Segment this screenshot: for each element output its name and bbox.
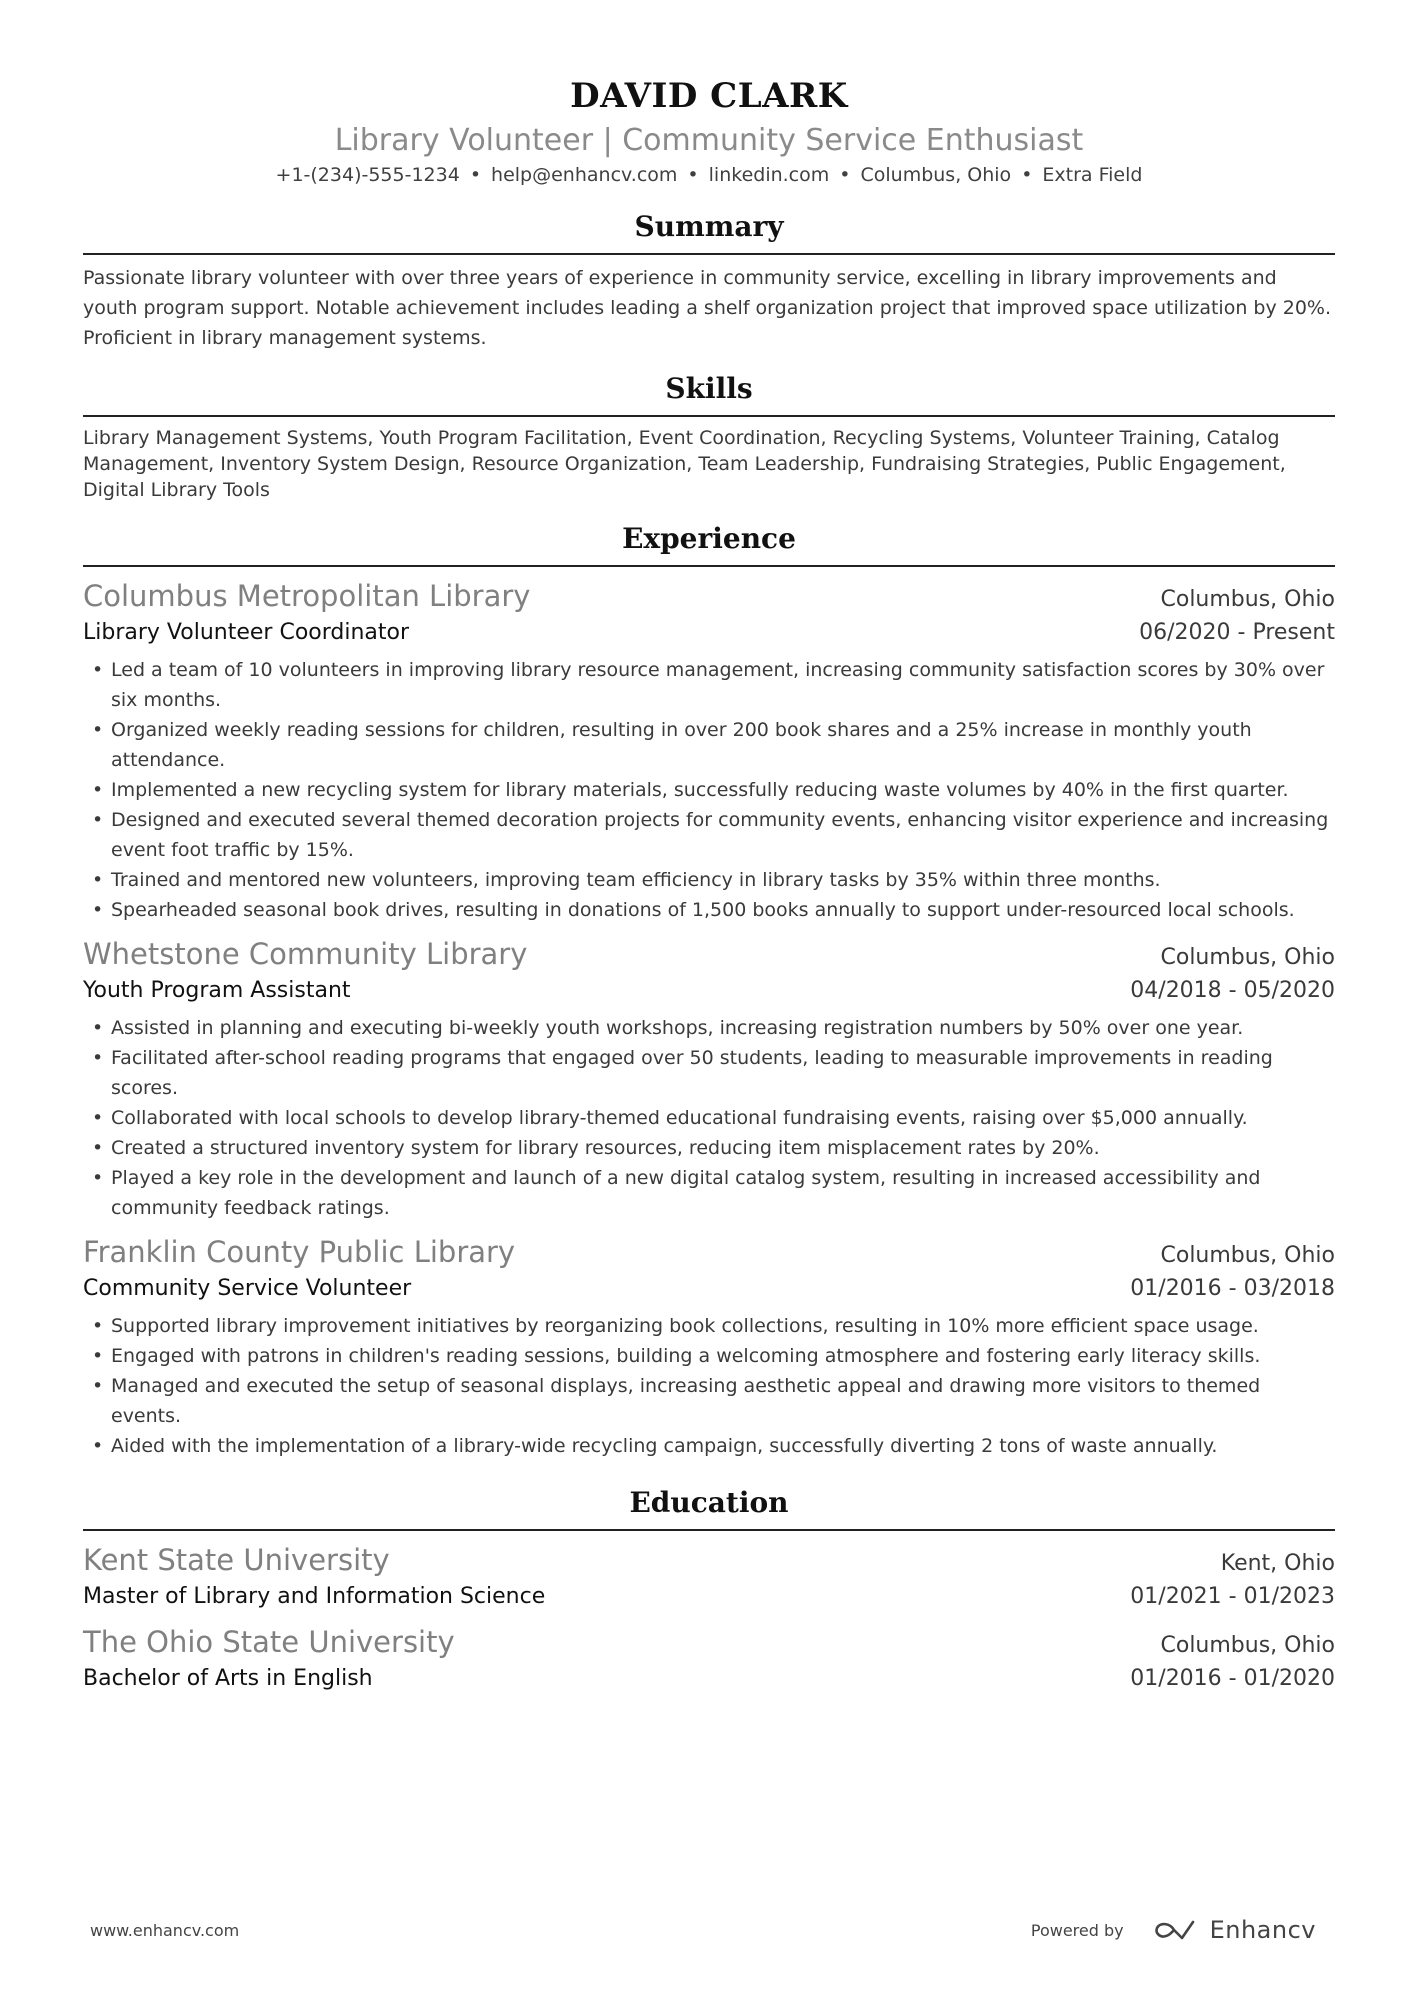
achievement-item: • Led a team of 10 volunteers in improving library resource management, increasing community satisfaction scores by 30% over six months.	[83, 655, 1335, 715]
job-dates: 01/2016 - 03/2018	[1130, 1276, 1335, 1301]
achievement-item: • Played a key role in the development and launch of a new digital catalog system, resulting in increased accessibility and community feedback ratings.	[83, 1163, 1335, 1223]
education-entry	[83, 1623, 1335, 1695]
job-dates: 04/2018 - 05/2020	[1130, 978, 1335, 1003]
job-dates: 06/2020 - Present	[1139, 620, 1335, 645]
job-title: Library Volunteer Coordinator	[83, 620, 410, 645]
company-name: Whetstone Community Library	[83, 937, 528, 971]
powered-by-label: Powered by	[1030, 1920, 1124, 1940]
experience-entry	[83, 1233, 1335, 1461]
education-dates: 01/2016 - 01/2020	[1130, 1666, 1335, 1691]
skills-section	[83, 369, 1335, 503]
achievement-item: • Created a structured inventory system for library resources, reducing item misplacement rates by 20%.	[83, 1133, 1335, 1163]
education-section	[83, 1483, 1335, 1695]
school-name: The Ohio State University	[83, 1625, 455, 1659]
contact-location: Columbus, Ohio	[860, 164, 1012, 186]
contact-email: help@enhancv.com	[491, 164, 678, 186]
contact-separator: •	[1021, 164, 1033, 186]
section-title-education: Education	[629, 1486, 789, 1519]
section-divider	[83, 1529, 1335, 1531]
job-location: Columbus, Ohio	[1160, 587, 1335, 612]
degree-name: Bachelor of Arts in English	[83, 1666, 373, 1691]
achievement-item: • Designed and executed several themed decoration projects for community events, enhancing visitor experience and increasing event foot traffic by 15%.	[83, 805, 1335, 865]
company-name: Franklin County Public Library	[83, 1235, 516, 1269]
candidate-name: DAVID CLARK	[570, 76, 848, 116]
achievement-item: • Facilitated after-school reading programs that engaged over 50 students, leading to measurable improvements in reading scores.	[83, 1043, 1335, 1103]
summary-text: Passionate library volunteer with over three years of experience in community service, excelling in library improvements and youth program support. Notable achievement includes leading a shelf organization project that improved space utilization by 20%. Proficient in library management systems.	[83, 267, 1332, 349]
resume-page	[83, 0, 1335, 1695]
school-location: Columbus, Ohio	[1160, 1633, 1335, 1658]
achievement-item: • Managed and executed the setup of seasonal displays, increasing aesthetic appeal and drawing more visitors to themed events.	[83, 1371, 1335, 1431]
achievement-item: • Implemented a new recycling system for library materials, successfully reducing waste volumes by 40% in the first quarter.	[83, 775, 1335, 805]
achievement-list	[83, 1013, 1335, 1223]
footer-website-link[interactable]: www.enhancv.com	[90, 1920, 240, 1940]
achievement-item: • Trained and mentored new volunteers, improving team efficiency in library tasks by 35% within three months.	[83, 865, 1335, 895]
experience-section	[83, 519, 1335, 1461]
contact-extra: Extra Field	[1042, 164, 1143, 186]
achievement-item: • Aided with the implementation of a library-wide recycling campaign, successfully diverting 2 tons of waste annually.	[83, 1431, 1335, 1461]
achievement-item: • Engaged with patrons in children's reading sessions, building a welcoming atmosphere and fostering early literacy skills.	[83, 1341, 1335, 1371]
experience-entry	[83, 935, 1335, 1223]
achievement-item: • Organized weekly reading sessions for children, resulting in over 200 book shares and a 25% increase in monthly youth attendance.	[83, 715, 1335, 775]
school-name: Kent State University	[83, 1543, 390, 1577]
skills-text: Library Management Systems, Youth Program Facilitation, Event Coordination, Recycling Systems, Volunteer Training, Catalog Management, Inventory System Design, Resource Organization, Team Leadership, Fundraising Strategies, Public Engagement, Digital Library Tools	[83, 427, 1286, 501]
page-footer	[90, 1910, 1316, 1950]
section-title-experience: Experience	[622, 522, 796, 555]
job-location: Columbus, Ohio	[1160, 945, 1335, 970]
candidate-headline: Library Volunteer | Community Service Enthusiast	[334, 123, 1084, 158]
section-divider	[83, 415, 1335, 417]
enhancv-infinity-logo-icon	[1152, 1918, 1198, 1942]
achievement-item: • Assisted in planning and executing bi-weekly youth workshops, increasing registration numbers by 50% over one year.	[83, 1013, 1335, 1043]
achievement-item: • Spearheaded seasonal book drives, resulting in donations of 1,500 books annually to support under-resourced local schools.	[83, 895, 1335, 925]
section-divider	[83, 565, 1335, 567]
contact-line	[83, 161, 1335, 189]
contact-linkedin: linkedin.com	[708, 164, 830, 186]
education-entry	[83, 1541, 1335, 1613]
job-title: Youth Program Assistant	[83, 978, 351, 1003]
experience-entry	[83, 577, 1335, 925]
section-title-summary: Summary	[634, 210, 784, 243]
achievement-item: • Collaborated with local schools to develop library-themed educational fundraising events, raising over $5,000 annually.	[83, 1103, 1335, 1133]
enhancv-brand-name[interactable]: Enhancv	[1209, 1916, 1316, 1944]
footer-branding	[1031, 1916, 1316, 1944]
achievement-list	[83, 655, 1335, 925]
contact-separator: •	[469, 164, 482, 186]
education-dates: 01/2021 - 01/2023	[1130, 1584, 1335, 1609]
job-location: Columbus, Ohio	[1160, 1243, 1335, 1268]
job-title: Community Service Volunteer	[83, 1276, 412, 1301]
summary-section	[83, 207, 1335, 353]
achievement-list	[83, 1311, 1335, 1461]
contact-separator: •	[839, 164, 851, 186]
contact-phone: +1-(234)-555-1234	[275, 164, 460, 186]
resume-header	[83, 0, 1335, 189]
degree-name: Master of Library and Information Science	[83, 1584, 546, 1609]
contact-separator: •	[687, 164, 699, 186]
company-name: Columbus Metropolitan Library	[83, 579, 531, 613]
school-location: Kent, Ohio	[1220, 1551, 1335, 1576]
achievement-item: • Supported library improvement initiatives by reorganizing book collections, resulting in 10% more efficient space usage.	[83, 1311, 1335, 1341]
section-title-skills: Skills	[665, 372, 753, 405]
section-divider	[83, 253, 1335, 255]
